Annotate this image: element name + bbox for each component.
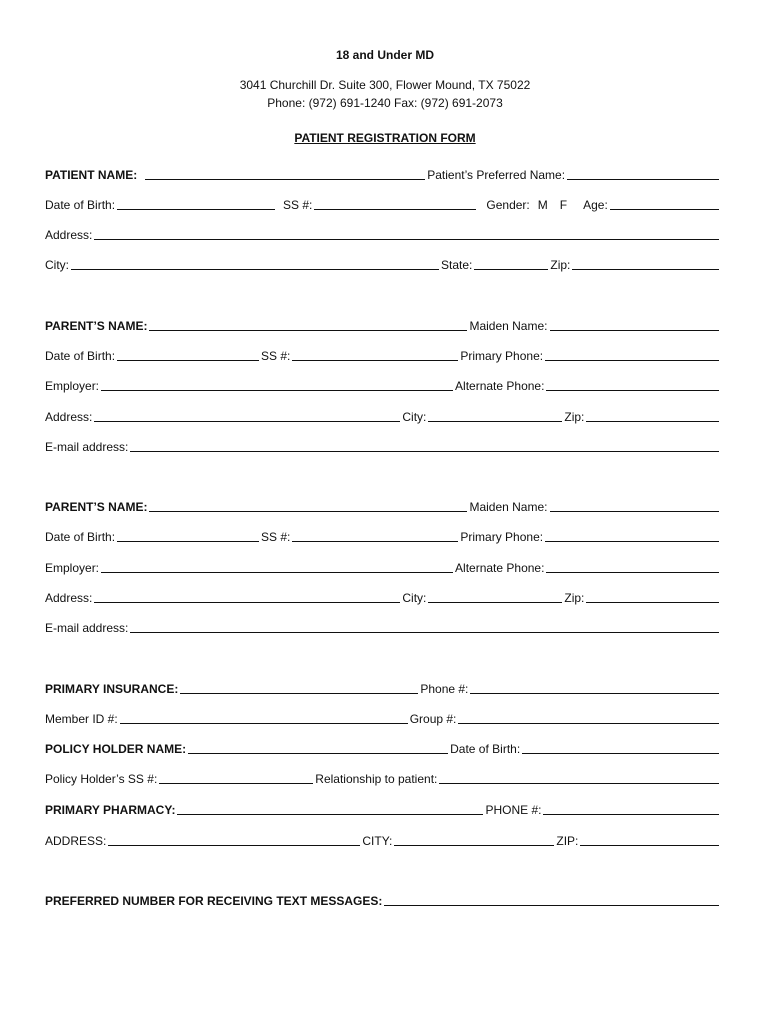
parent1-employer-row bbox=[45, 375, 721, 393]
group-field[interactable] bbox=[458, 723, 719, 724]
patient-zip-field[interactable] bbox=[572, 269, 719, 270]
member-id-row bbox=[45, 708, 721, 726]
policy-holder-ssn-field[interactable] bbox=[159, 783, 313, 784]
parent1-dob-label: Date of Birth: bbox=[45, 349, 116, 363]
practice-phone-fax: Phone: (972) 691-1240 Fax: (972) 691-2073 bbox=[267, 96, 503, 110]
age-label: Age: bbox=[583, 198, 608, 212]
relationship-label: Relationship to patient: bbox=[315, 772, 438, 786]
parent1-name-label: PARENT’S NAME: bbox=[45, 319, 148, 333]
parent1-employer-field[interactable] bbox=[101, 390, 453, 391]
parent2-maiden-field[interactable] bbox=[550, 511, 720, 512]
patient-address-row bbox=[45, 224, 721, 242]
form-title: PATIENT REGISTRATION FORM bbox=[294, 131, 476, 145]
patient-ssn-field[interactable] bbox=[314, 209, 476, 210]
pharmacy-phone-label: PHONE #: bbox=[485, 803, 542, 817]
age-field[interactable] bbox=[610, 209, 719, 210]
parent2-address-row bbox=[45, 587, 721, 605]
text-messages-label: PREFERRED NUMBER FOR RECEIVING TEXT MESSAGES: bbox=[45, 894, 383, 908]
primary-insurance-field[interactable] bbox=[180, 693, 418, 694]
parent2-maiden-label: Maiden Name: bbox=[469, 500, 548, 514]
parent1-email-field[interactable] bbox=[130, 451, 719, 452]
pharmacy-zip-field[interactable] bbox=[580, 845, 719, 846]
patient-name-field[interactable] bbox=[145, 179, 425, 180]
parent2-dob-field[interactable] bbox=[117, 541, 259, 542]
member-id-field[interactable] bbox=[120, 723, 408, 724]
parent1-primary-phone-field[interactable] bbox=[545, 360, 719, 361]
parent2-employer-field[interactable] bbox=[101, 572, 453, 573]
primary-pharmacy-field[interactable] bbox=[177, 814, 483, 815]
patient-address-label: Address: bbox=[45, 228, 93, 242]
parent1-alt-phone-label: Alternate Phone: bbox=[455, 379, 545, 393]
primary-insurance-label: PRIMARY INSURANCE: bbox=[45, 682, 179, 696]
policy-holder-name-field[interactable] bbox=[188, 753, 448, 754]
policy-holder-ssn-label: Policy Holder’s SS #: bbox=[45, 772, 158, 786]
parent2-email-field[interactable] bbox=[130, 632, 719, 633]
pharmacy-address-field[interactable] bbox=[108, 845, 360, 846]
parent2-address-label: Address: bbox=[45, 591, 93, 605]
patient-ssn-label: SS #: bbox=[283, 198, 313, 212]
insurance-row bbox=[45, 678, 721, 696]
insurance-phone-label: Phone #: bbox=[420, 682, 469, 696]
parent1-address-row bbox=[45, 406, 721, 424]
parent2-address-field[interactable] bbox=[94, 602, 400, 603]
pharmacy-address-label: ADDRESS: bbox=[45, 834, 107, 848]
parent2-city-field[interactable] bbox=[428, 602, 562, 603]
patient-address-field[interactable] bbox=[94, 239, 719, 240]
parent1-ssn-field[interactable] bbox=[292, 360, 458, 361]
policy-holder-dob-field[interactable] bbox=[522, 753, 719, 754]
patient-dob-row bbox=[45, 194, 721, 212]
policy-holder-dob-label: Date of Birth: bbox=[450, 742, 521, 756]
parent1-maiden-label: Maiden Name: bbox=[469, 319, 548, 333]
patient-city-row bbox=[45, 254, 721, 272]
gender-option-f[interactable]: F bbox=[559, 198, 568, 212]
patient-city-label: City: bbox=[45, 258, 69, 272]
parent2-alt-phone-field[interactable] bbox=[546, 572, 719, 573]
insurance-phone-field[interactable] bbox=[470, 693, 719, 694]
group-label: Group #: bbox=[409, 712, 457, 726]
parent2-employer-label: Employer: bbox=[45, 561, 100, 575]
pharmacy-address-row bbox=[45, 830, 721, 848]
parent1-zip-label: Zip: bbox=[564, 410, 585, 424]
parent2-name-label: PARENT’S NAME: bbox=[45, 500, 148, 514]
patient-dob-field[interactable] bbox=[117, 209, 275, 210]
patient-city-field[interactable] bbox=[71, 269, 439, 270]
parent1-primary-phone-label: Primary Phone: bbox=[460, 349, 544, 363]
parent2-name-field[interactable] bbox=[149, 511, 467, 512]
parent1-city-label: City: bbox=[402, 410, 427, 424]
relationship-field[interactable] bbox=[439, 783, 719, 784]
practice-name: 18 and Under MD bbox=[335, 48, 434, 62]
parent1-name-field[interactable] bbox=[149, 330, 467, 331]
parent2-ssn-label: SS #: bbox=[261, 530, 291, 544]
patient-name-row bbox=[45, 164, 721, 182]
parent2-primary-phone-field[interactable] bbox=[545, 541, 719, 542]
parent2-zip-field[interactable] bbox=[586, 602, 719, 603]
parent2-zip-label: Zip: bbox=[564, 591, 585, 605]
parent1-email-row bbox=[45, 436, 721, 454]
parent1-zip-field[interactable] bbox=[586, 421, 719, 422]
patient-zip-label: Zip: bbox=[550, 258, 571, 272]
parent2-email-label: E-mail address: bbox=[45, 621, 129, 635]
parent1-dob-row bbox=[45, 345, 721, 363]
pharmacy-zip-label: ZIP: bbox=[556, 834, 579, 848]
primary-pharmacy-label: PRIMARY PHARMACY: bbox=[45, 803, 176, 817]
parent1-email-label: E-mail address: bbox=[45, 440, 129, 454]
parent2-ssn-field[interactable] bbox=[292, 541, 458, 542]
parent1-dob-field[interactable] bbox=[117, 360, 259, 361]
gender-option-m[interactable]: M bbox=[537, 198, 548, 212]
text-messages-field[interactable] bbox=[384, 905, 719, 906]
pharmacy-phone-field[interactable] bbox=[543, 814, 719, 815]
parent2-name-row bbox=[45, 496, 721, 514]
preferred-name-field[interactable] bbox=[567, 179, 719, 180]
text-messages-row bbox=[45, 890, 721, 908]
patient-dob-label: Date of Birth: bbox=[45, 198, 116, 212]
policy-holder-row bbox=[45, 738, 721, 756]
gender-label: Gender: bbox=[486, 198, 530, 212]
parent1-city-field[interactable] bbox=[428, 421, 562, 422]
parent2-dob-label: Date of Birth: bbox=[45, 530, 116, 544]
policy-holder-name-label: POLICY HOLDER NAME: bbox=[45, 742, 187, 756]
parent2-email-row bbox=[45, 617, 721, 635]
parent2-primary-phone-label: Primary Phone: bbox=[460, 530, 544, 544]
parent1-alt-phone-field[interactable] bbox=[546, 390, 719, 391]
patient-state-label: State: bbox=[441, 258, 473, 272]
parent1-address-field[interactable] bbox=[94, 421, 400, 422]
parent1-name-row bbox=[45, 315, 721, 333]
parent1-employer-label: Employer: bbox=[45, 379, 100, 393]
pharmacy-city-field[interactable] bbox=[394, 845, 554, 846]
parent1-ssn-label: SS #: bbox=[261, 349, 291, 363]
preferred-name-label: Patient’s Preferred Name: bbox=[427, 168, 566, 182]
parent1-maiden-field[interactable] bbox=[550, 330, 720, 331]
parent2-city-label: City: bbox=[402, 591, 427, 605]
pharmacy-row bbox=[45, 799, 721, 817]
practice-address: 3041 Churchill Dr. Suite 300, Flower Mound, TX 75022 bbox=[239, 78, 531, 92]
parent2-employer-row bbox=[45, 557, 721, 575]
policy-holder-ssn-row bbox=[45, 768, 721, 786]
patient-name-label: PATIENT NAME: bbox=[45, 168, 138, 182]
pharmacy-city-label: CITY: bbox=[362, 834, 393, 848]
patient-state-field[interactable] bbox=[474, 269, 548, 270]
member-id-label: Member ID #: bbox=[45, 712, 118, 726]
parent1-address-label: Address: bbox=[45, 410, 93, 424]
parent2-alt-phone-label: Alternate Phone: bbox=[455, 561, 545, 575]
parent2-dob-row bbox=[45, 526, 721, 544]
